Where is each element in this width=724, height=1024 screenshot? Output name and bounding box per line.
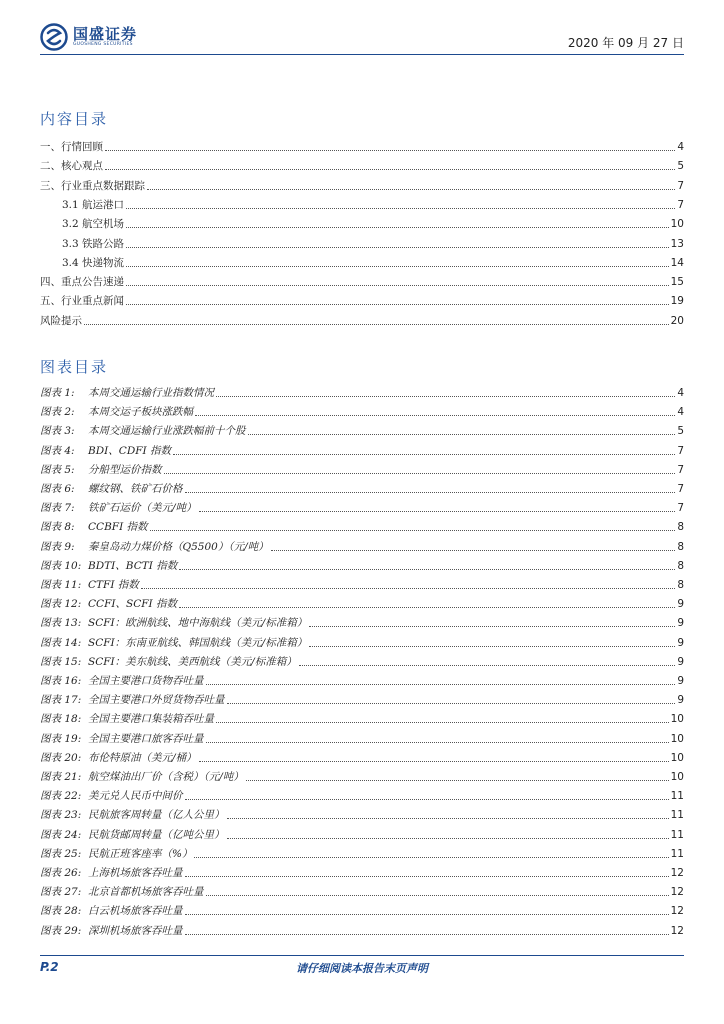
figure-title: 分船型运价指数 — [88, 463, 162, 476]
figure-entry[interactable] — [40, 845, 684, 861]
figure-number: 图表 1: — [40, 387, 75, 399]
figure-number: 图表 2: — [40, 406, 75, 419]
figure-title: 全国主要港口外贸货物吞吐量 — [88, 694, 225, 707]
figures-title: 图表目录 — [40, 358, 109, 376]
figure-title: 美元兑人民币中间价 — [88, 790, 183, 803]
figure-entry[interactable] — [40, 499, 684, 515]
figure-page: 8 — [677, 579, 684, 591]
toc-entry-page: 20 — [670, 314, 684, 327]
figure-entry[interactable] — [40, 768, 684, 784]
figure-title: CCFI、SCFI 指数 — [88, 598, 177, 611]
toc-dot-leader — [126, 265, 669, 267]
footer-disclaimer: 请仔细阅读本报告末页声明 — [296, 962, 428, 975]
figure-page: 11 — [670, 790, 684, 803]
toc-entry-label: 一、行情回顾 — [40, 141, 103, 153]
figure-number: 图表 25: — [40, 847, 82, 860]
figure-title: SCFI：东南亚航线、韩国航线（美元/标准箱） — [88, 636, 308, 649]
toc-entry[interactable] — [40, 157, 684, 173]
toc-dot-leader — [126, 246, 669, 248]
figure-entry[interactable] — [40, 634, 684, 650]
toc-entry-page: 7 — [677, 179, 684, 192]
figure-number: 图表 10: — [40, 559, 82, 572]
page-header — [0, 0, 724, 58]
figure-page: 7 — [677, 483, 684, 495]
contents-title: 内容目录 — [40, 110, 109, 128]
figure-number: 图表 14: — [40, 636, 82, 649]
figure-title: 螺纹钢、铁矿石价格 — [88, 483, 183, 495]
figure-number: 图表 3: — [40, 425, 75, 438]
header-divider — [40, 54, 684, 55]
figure-entry[interactable] — [40, 538, 684, 554]
figure-entry[interactable] — [40, 653, 684, 669]
figure-entry[interactable] — [40, 826, 684, 842]
figure-title: 本周交通运输行业指数情况 — [88, 387, 214, 399]
figure-page: 12 — [670, 924, 684, 937]
figure-page: 9 — [677, 598, 684, 611]
figure-title: 全国主要港口集装箱吞吐量 — [88, 713, 214, 726]
figure-entry[interactable] — [40, 806, 684, 822]
toc-entry[interactable] — [40, 312, 684, 328]
figure-entry[interactable] — [40, 403, 684, 419]
toc-entry[interactable] — [62, 215, 684, 231]
figure-dot-leader — [179, 568, 675, 570]
toc-entry[interactable] — [40, 273, 684, 289]
toc-entry-label: 3.4 快递物流 — [62, 256, 125, 269]
figure-dot-leader — [195, 414, 675, 416]
figure-dot-leader — [309, 625, 675, 627]
figure-entry[interactable] — [40, 557, 684, 573]
figure-page: 9 — [677, 636, 684, 649]
figure-page: 10 — [670, 751, 684, 764]
toc-dot-leader — [84, 323, 669, 325]
brand-name: 国盛证券 — [73, 25, 138, 43]
figure-title: CTFI 指数 — [88, 579, 139, 591]
toc-dot-leader — [105, 168, 675, 170]
report-date: 2020 年 09 月 27 日 — [567, 36, 684, 50]
figure-number: 图表 7: — [40, 502, 75, 515]
figure-entry[interactable] — [40, 749, 684, 765]
figure-number: 图表 12: — [40, 598, 82, 611]
figure-page: 7 — [677, 502, 684, 515]
figure-number: 图表 4: — [40, 444, 75, 457]
toc-entry[interactable] — [40, 138, 684, 154]
figure-dot-leader — [185, 875, 669, 877]
figure-number: 图表 5: — [40, 463, 75, 476]
toc-entry-label: 风险提示 — [40, 314, 82, 327]
toc-entry[interactable] — [40, 292, 684, 308]
toc-dot-leader — [126, 226, 669, 228]
figure-page: 7 — [677, 463, 684, 476]
figure-title: 秦皇岛动力煤价格（Q5500）（元/吨） — [88, 540, 269, 553]
figure-page: 4 — [677, 406, 684, 419]
figure-title: 全国主要港口货物吞吐量 — [88, 675, 204, 687]
figure-title: BDI、CDFI 指数 — [88, 444, 172, 457]
figure-title: 民航正班客座率（%） — [88, 847, 193, 860]
figure-title: 白云机场旅客吞吐量 — [88, 905, 183, 918]
figure-entry[interactable] — [40, 922, 684, 938]
figure-dot-leader — [185, 798, 669, 800]
figure-number: 图表 26: — [40, 867, 82, 879]
figure-dot-leader — [271, 549, 676, 551]
figure-entry[interactable] — [40, 730, 684, 746]
figure-entry[interactable] — [40, 710, 684, 726]
toc-entry-label: 3.2 航空机场 — [62, 218, 125, 231]
figure-page: 11 — [670, 828, 684, 841]
toc-entry-page: 13 — [670, 237, 684, 250]
figure-entry[interactable] — [40, 595, 684, 611]
figure-page: 9 — [677, 675, 684, 687]
figure-title: 航空煤油出厂价（含税）（元/吨） — [88, 771, 244, 783]
figure-dot-leader — [206, 894, 669, 896]
figure-page: 9 — [677, 655, 684, 668]
figure-dot-leader — [248, 433, 676, 435]
figure-dot-leader — [227, 837, 669, 839]
toc-entry-label: 3.3 铁路公路 — [62, 237, 125, 250]
figure-number: 图表 21: — [40, 771, 82, 783]
figure-dot-leader — [227, 817, 669, 819]
figure-page: 7 — [677, 444, 684, 457]
figure-page: 10 — [670, 732, 684, 745]
figure-number: 图表 15: — [40, 655, 82, 668]
figure-page: 10 — [670, 713, 684, 726]
figure-page: 8 — [677, 521, 684, 534]
toc-entry-page: 15 — [670, 276, 684, 289]
figure-entry[interactable] — [40, 518, 684, 534]
figure-entry[interactable] — [40, 672, 684, 688]
toc-entry-page: 5 — [677, 160, 684, 173]
figure-page: 8 — [677, 540, 684, 553]
figure-title: SCFI：美东航线、美西航线（美元/标准箱） — [88, 655, 297, 668]
toc-entry-label: 三、行业重点数据跟踪 — [40, 179, 145, 192]
page-number: P.2 — [40, 960, 59, 974]
figure-page: 5 — [677, 425, 684, 438]
toc-entry-page: 10 — [670, 218, 684, 231]
figure-number: 图表 23: — [40, 809, 82, 822]
figure-number: 图表 29: — [40, 924, 82, 937]
figure-entry[interactable] — [40, 384, 684, 400]
figure-page: 11 — [670, 847, 684, 860]
guosheng-logo-icon — [40, 23, 68, 51]
figure-entry[interactable] — [40, 691, 684, 707]
toc-dot-leader — [126, 284, 669, 286]
figure-title: SCFI：欧洲航线、地中海航线（美元/标准箱） — [88, 617, 308, 630]
figure-number: 图表 22: — [40, 790, 82, 803]
figure-number: 图表 18: — [40, 713, 82, 726]
figure-dot-leader — [141, 587, 676, 589]
toc-entry-page: 4 — [677, 141, 684, 153]
figure-entry[interactable] — [40, 461, 684, 477]
brand-logo — [40, 22, 137, 52]
figure-dot-leader — [173, 453, 675, 455]
figure-page: 4 — [677, 387, 684, 399]
figure-title: 布伦特原油（美元/桶） — [88, 751, 197, 764]
figure-dot-leader — [227, 702, 676, 704]
figure-dot-leader — [185, 491, 676, 493]
figure-entry[interactable] — [40, 864, 684, 880]
figure-entry[interactable] — [40, 422, 684, 438]
figure-number: 图表 13: — [40, 617, 82, 630]
toc-entry-label: 四、重点公告速递 — [40, 276, 124, 289]
figure-page: 11 — [670, 809, 684, 822]
figure-number: 图表 20: — [40, 751, 82, 764]
toc-entry-label: 3.1 航运港口 — [62, 198, 125, 211]
figure-title: CCBFI 指数 — [88, 521, 148, 534]
figure-page: 9 — [677, 617, 684, 630]
toc-entry[interactable] — [62, 235, 684, 251]
figure-dot-leader — [199, 760, 669, 762]
figure-dot-leader — [206, 683, 676, 685]
figure-number: 图表 6: — [40, 483, 75, 495]
figure-entry[interactable] — [40, 576, 684, 592]
figure-dot-leader — [185, 933, 669, 935]
toc-entry-page: 19 — [670, 295, 684, 308]
figure-page: 10 — [670, 771, 684, 783]
figure-number: 图表 19: — [40, 732, 82, 745]
figure-page: 9 — [677, 694, 684, 707]
figure-entry[interactable] — [40, 480, 684, 496]
figure-dot-leader — [216, 721, 669, 723]
toc-entry[interactable] — [62, 196, 684, 212]
figure-number: 图表 27: — [40, 886, 82, 899]
figure-dot-leader — [309, 645, 675, 647]
figure-title: 民航旅客周转量（亿人公里） — [88, 809, 225, 822]
brand-subtitle: GUOSHENG SECURITIES — [73, 42, 133, 47]
figure-number: 图表 17: — [40, 694, 82, 707]
toc-entry[interactable] — [62, 254, 684, 270]
figure-title: 深圳机场旅客吞吐量 — [88, 924, 183, 937]
figure-page: 8 — [677, 559, 684, 572]
figure-title: 本周交通运输行业涨跌幅前十个股 — [88, 425, 246, 438]
figure-number: 图表 16: — [40, 675, 82, 687]
figure-title: 本周交运子板块涨跌幅 — [88, 406, 193, 419]
figure-title: 铁矿石运价（美元/吨） — [88, 502, 197, 515]
toc-entry[interactable] — [40, 177, 684, 193]
figure-number: 图表 9: — [40, 540, 75, 553]
footer-divider — [40, 955, 684, 956]
figure-dot-leader — [216, 395, 675, 397]
figure-title: 上海机场旅客吞吐量 — [88, 867, 183, 879]
toc-entry-label: 五、行业重点新闻 — [40, 295, 124, 308]
toc-dot-leader — [126, 207, 675, 209]
figure-dot-leader — [164, 472, 676, 474]
toc-dot-leader — [126, 303, 669, 305]
toc-dot-leader — [105, 149, 675, 151]
figure-title: BDTI、BCTI 指数 — [88, 559, 178, 572]
figure-dot-leader — [185, 913, 669, 915]
figure-entry[interactable] — [40, 902, 684, 918]
figure-page: 12 — [670, 886, 684, 899]
figure-entry[interactable] — [40, 883, 684, 899]
figure-title: 北京首都机场旅客吞吐量 — [88, 886, 204, 899]
figure-dot-leader — [206, 741, 669, 743]
figure-number: 图表 8: — [40, 521, 75, 534]
figure-dot-leader — [179, 606, 675, 608]
figure-number: 图表 24: — [40, 828, 82, 841]
figure-dot-leader — [150, 529, 676, 531]
toc-dot-leader — [147, 188, 675, 190]
figure-dot-leader — [199, 510, 676, 512]
figure-title: 全国主要港口旅客吞吐量 — [88, 732, 204, 745]
figure-title: 民航货邮周转量（亿吨公里） — [88, 828, 225, 841]
figure-entry[interactable] — [40, 442, 684, 458]
figure-dot-leader — [194, 856, 668, 858]
figure-dot-leader — [246, 779, 669, 781]
toc-entry-page: 7 — [677, 198, 684, 211]
figure-dot-leader — [299, 664, 676, 666]
figure-entry[interactable] — [40, 787, 684, 803]
figure-entry[interactable] — [40, 614, 684, 630]
toc-entry-label: 二、核心观点 — [40, 160, 103, 173]
toc-entry-page: 14 — [670, 256, 684, 269]
figure-number: 图表 28: — [40, 905, 82, 918]
figure-page: 12 — [670, 905, 684, 918]
figure-number: 图表 11: — [40, 579, 82, 591]
figure-page: 12 — [670, 867, 684, 879]
